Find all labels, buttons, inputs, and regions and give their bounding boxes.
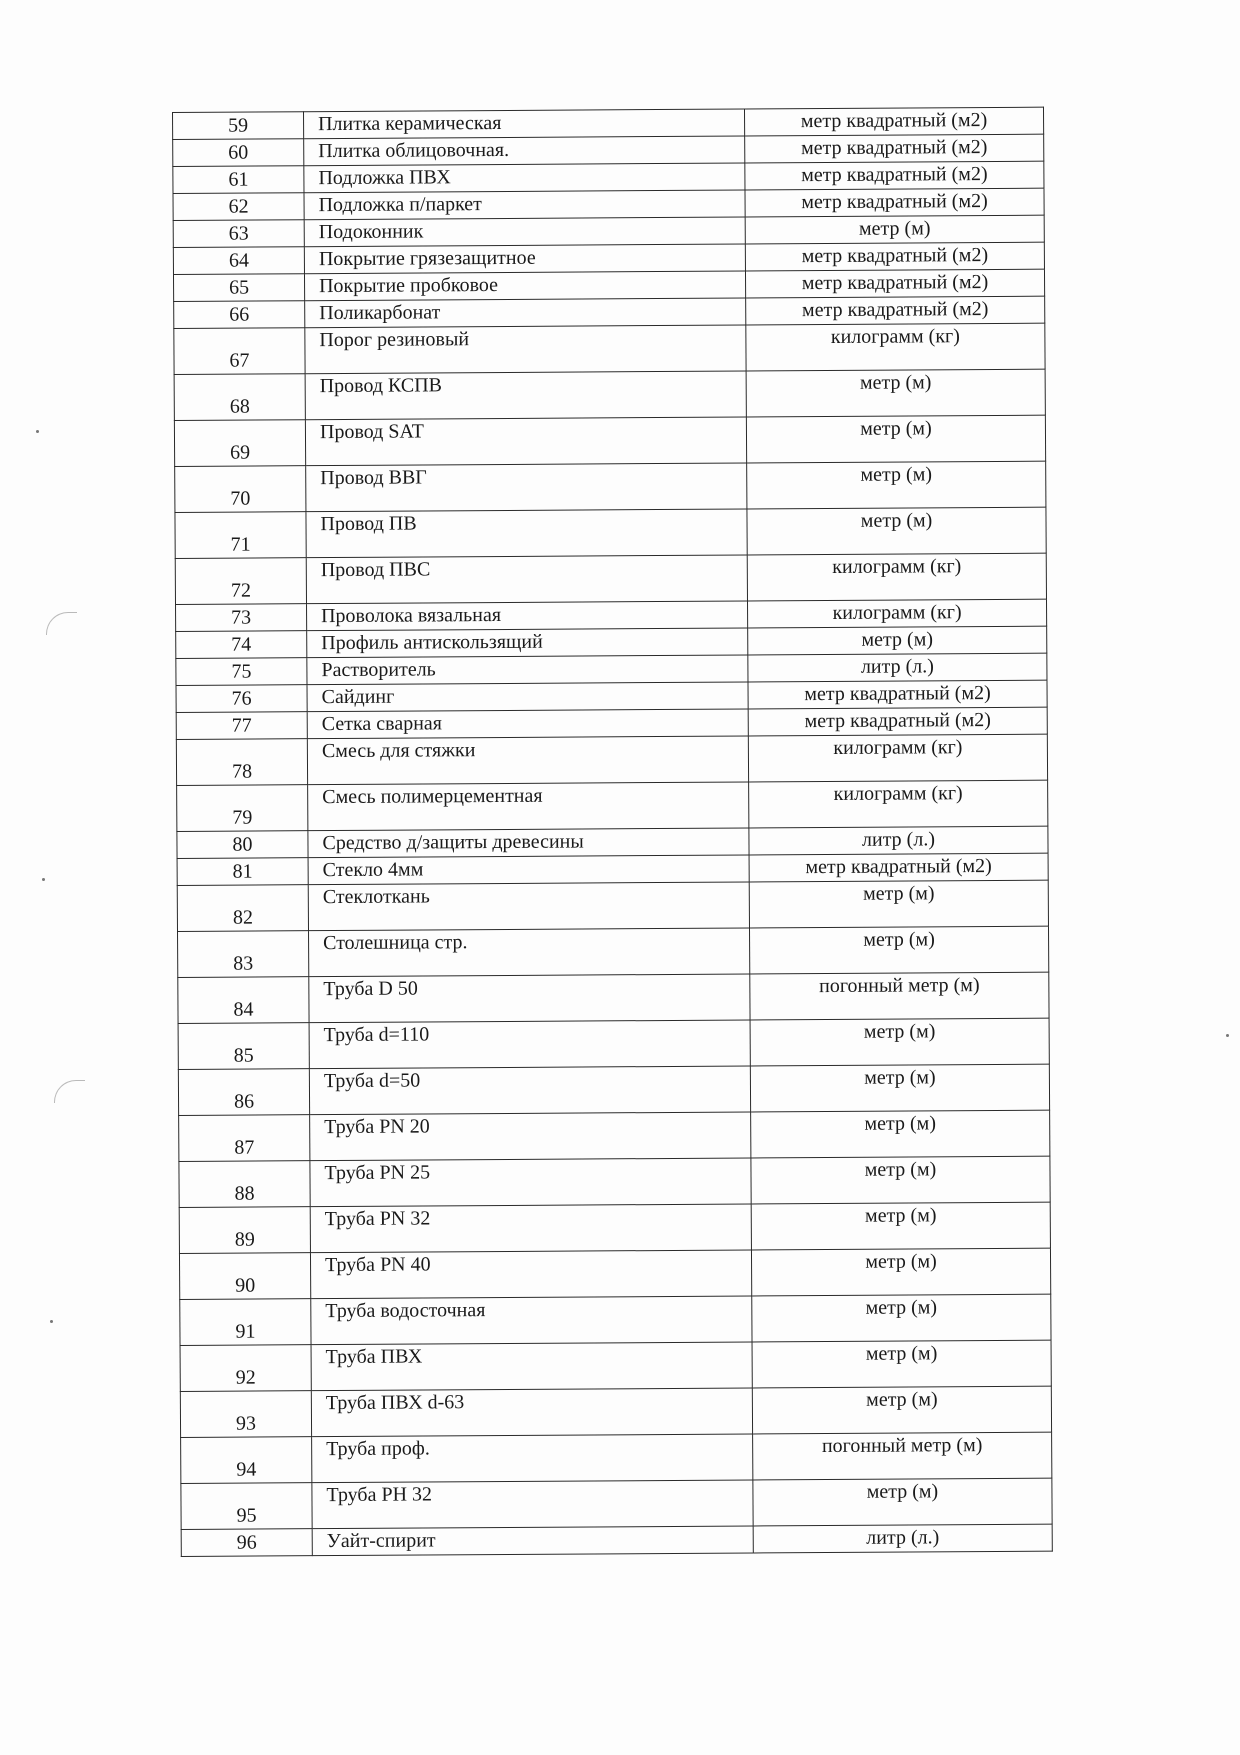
table-row	[177, 780, 1048, 831]
material-name: Уайт-спирит	[312, 1526, 753, 1556]
material-name: Проволока вязальная	[307, 601, 748, 631]
material-name: Порог резиновый	[305, 325, 746, 374]
material-name: Труба ПВХ d-63	[311, 1388, 752, 1437]
table-row	[178, 1064, 1049, 1115]
row-number: 91	[180, 1299, 311, 1346]
material-name: Сетка сварная	[307, 709, 748, 739]
row-number: 73	[176, 604, 307, 632]
table-row	[178, 926, 1049, 977]
unit-of-measure: килограмм (кг)	[746, 323, 1045, 371]
material-name: Сайдинг	[307, 682, 748, 712]
unit-of-measure: метр (м)	[751, 1110, 1050, 1158]
row-number: 64	[173, 247, 304, 275]
unit-of-measure: метр (м)	[751, 1202, 1050, 1250]
table-row	[174, 323, 1045, 374]
unit-of-measure: метр (м)	[751, 1156, 1050, 1204]
row-number: 70	[175, 466, 306, 513]
unit-of-measure: метр квадратный (м2)	[745, 242, 1044, 271]
table-row	[180, 1386, 1051, 1437]
unit-of-measure: метр квадратный (м2)	[745, 269, 1044, 298]
unit-of-measure: метр (м)	[749, 880, 1048, 928]
unit-of-measure: погонный метр (м)	[750, 972, 1049, 1020]
unit-of-measure: метр квадратный (м2)	[745, 161, 1044, 190]
material-name: Смесь для стяжки	[307, 736, 748, 785]
table-row	[177, 880, 1048, 931]
row-number: 88	[179, 1161, 310, 1208]
row-number: 81	[177, 858, 308, 886]
row-number: 94	[181, 1437, 312, 1484]
table-row	[178, 972, 1049, 1023]
table-row	[180, 1340, 1051, 1391]
scan-speck	[1226, 1034, 1229, 1037]
row-number: 93	[180, 1391, 311, 1438]
row-number: 76	[176, 685, 307, 713]
material-name: Плитка керамическая	[304, 109, 745, 139]
row-number: 82	[177, 885, 308, 932]
table-row	[174, 415, 1045, 466]
punch-hole-mark	[54, 1080, 85, 1103]
material-name: Труба PH 32	[312, 1480, 753, 1529]
row-number: 83	[178, 931, 309, 978]
row-number: 96	[181, 1529, 312, 1557]
row-number: 77	[176, 712, 307, 740]
material-name: Провод ПВС	[306, 555, 747, 604]
unit-of-measure: метр квадратный (м2)	[748, 707, 1047, 736]
scan-speck	[50, 1320, 53, 1323]
unit-of-measure: килограмм (кг)	[749, 780, 1048, 828]
material-name: Провод ВВГ	[306, 463, 747, 512]
material-name: Провод КСПВ	[305, 371, 746, 420]
unit-of-measure: метр (м)	[752, 1340, 1051, 1388]
table-row	[181, 1432, 1052, 1483]
unit-of-measure: метр квадратный (м2)	[748, 680, 1047, 709]
row-number: 89	[179, 1207, 310, 1254]
table-row	[180, 1294, 1051, 1345]
table-row	[175, 553, 1046, 604]
row-number: 78	[176, 739, 307, 786]
materials-table	[172, 107, 1053, 1557]
material-name: Поликарбонат	[305, 298, 746, 328]
row-number: 74	[176, 631, 307, 659]
unit-of-measure: метр квадратный (м2)	[746, 296, 1045, 325]
row-number: 80	[177, 831, 308, 859]
unit-of-measure: метр (м)	[746, 415, 1045, 463]
material-name: Покрытие пробковое	[304, 271, 745, 301]
material-name: Труба PN 40	[310, 1250, 751, 1299]
unit-of-measure: метр (м)	[752, 1386, 1051, 1434]
row-number: 61	[173, 166, 304, 194]
row-number: 71	[175, 512, 306, 559]
table-row	[181, 1524, 1052, 1556]
row-number: 60	[173, 139, 304, 167]
scan-speck	[42, 878, 45, 881]
table-row	[175, 507, 1046, 558]
table-row	[174, 369, 1045, 420]
unit-of-measure: метр квадратный (м2)	[745, 188, 1044, 217]
material-name: Труба проф.	[312, 1434, 753, 1483]
unit-of-measure: погонный метр (м)	[753, 1432, 1052, 1480]
row-number: 90	[179, 1253, 310, 1300]
material-name: Растворитель	[307, 655, 748, 685]
material-name: Средство д/защиты древесины	[308, 828, 749, 858]
unit-of-measure: метр квадратный (м2)	[745, 134, 1044, 163]
row-number: 69	[174, 420, 305, 467]
unit-of-measure: метр (м)	[750, 1018, 1049, 1066]
row-number: 67	[174, 328, 305, 375]
row-number: 95	[181, 1483, 312, 1530]
unit-of-measure: метр (м)	[751, 1248, 1050, 1296]
unit-of-measure: метр (м)	[750, 1064, 1049, 1112]
row-number: 87	[179, 1115, 310, 1162]
material-name: Столешница стр.	[309, 928, 750, 977]
row-number: 68	[174, 374, 305, 421]
material-name: Подложка ПВХ	[304, 163, 745, 193]
row-number: 59	[173, 112, 304, 140]
table-row	[176, 734, 1047, 785]
row-number: 84	[178, 977, 309, 1024]
table-row	[181, 1478, 1052, 1529]
material-name: Плитка облицовочная.	[304, 136, 745, 166]
material-name: Покрытие грязезащитное	[304, 244, 745, 274]
unit-of-measure: метр (м)	[749, 926, 1048, 974]
table-row	[179, 1248, 1050, 1299]
material-name: Провод ПВ	[306, 509, 747, 558]
unit-of-measure: метр квадратный (м2)	[749, 853, 1048, 882]
unit-of-measure: литр (л.)	[748, 653, 1047, 682]
unit-of-measure: метр (м)	[748, 626, 1047, 655]
unit-of-measure: метр (м)	[747, 507, 1046, 555]
unit-of-measure: метр (м)	[753, 1478, 1052, 1526]
row-number: 65	[173, 274, 304, 302]
table-row	[179, 1110, 1050, 1161]
row-number: 79	[177, 785, 308, 832]
row-number: 63	[173, 220, 304, 248]
material-name: Труба d=110	[309, 1020, 750, 1069]
material-name: Подложка п/паркет	[304, 190, 745, 220]
material-name: Труба водосточная	[311, 1296, 752, 1345]
material-name: Труба D 50	[309, 974, 750, 1023]
material-name: Труба d=50	[309, 1066, 750, 1115]
material-name: Труба PN 20	[310, 1112, 751, 1161]
material-name: Стеклоткань	[308, 882, 749, 931]
material-name: Труба PN 25	[310, 1158, 751, 1207]
table-row	[179, 1202, 1050, 1253]
unit-of-measure: метр (м)	[752, 1294, 1051, 1342]
material-name: Труба ПВХ	[311, 1342, 752, 1391]
table-row	[178, 1018, 1049, 1069]
unit-of-measure: литр (л.)	[749, 826, 1048, 855]
unit-of-measure: метр (м)	[745, 215, 1044, 244]
unit-of-measure: метр квадратный (м2)	[744, 107, 1043, 136]
unit-of-measure: метр (м)	[747, 461, 1046, 509]
row-number: 62	[173, 193, 304, 221]
table-row	[175, 461, 1046, 512]
unit-of-measure: килограмм (кг)	[747, 599, 1046, 628]
material-name: Провод SAT	[305, 417, 746, 466]
material-name: Стекло 4мм	[308, 855, 749, 885]
table-row	[179, 1156, 1050, 1207]
row-number: 72	[175, 558, 306, 605]
row-number: 92	[180, 1345, 311, 1392]
unit-of-measure: метр (м)	[746, 369, 1045, 417]
material-name: Подоконник	[304, 217, 745, 247]
punch-hole-mark	[46, 612, 77, 635]
row-number: 86	[178, 1069, 309, 1116]
material-name: Смесь полимерцементная	[308, 782, 749, 831]
material-name: Труба PN 32	[310, 1204, 751, 1253]
material-name: Профиль антискользящий	[307, 628, 748, 658]
unit-of-measure: литр (л.)	[753, 1524, 1052, 1553]
row-number: 75	[176, 658, 307, 686]
row-number: 66	[174, 301, 305, 329]
unit-of-measure: килограмм (кг)	[747, 553, 1046, 601]
row-number: 85	[178, 1023, 309, 1070]
scan-speck	[36, 430, 39, 433]
unit-of-measure: килограмм (кг)	[748, 734, 1047, 782]
